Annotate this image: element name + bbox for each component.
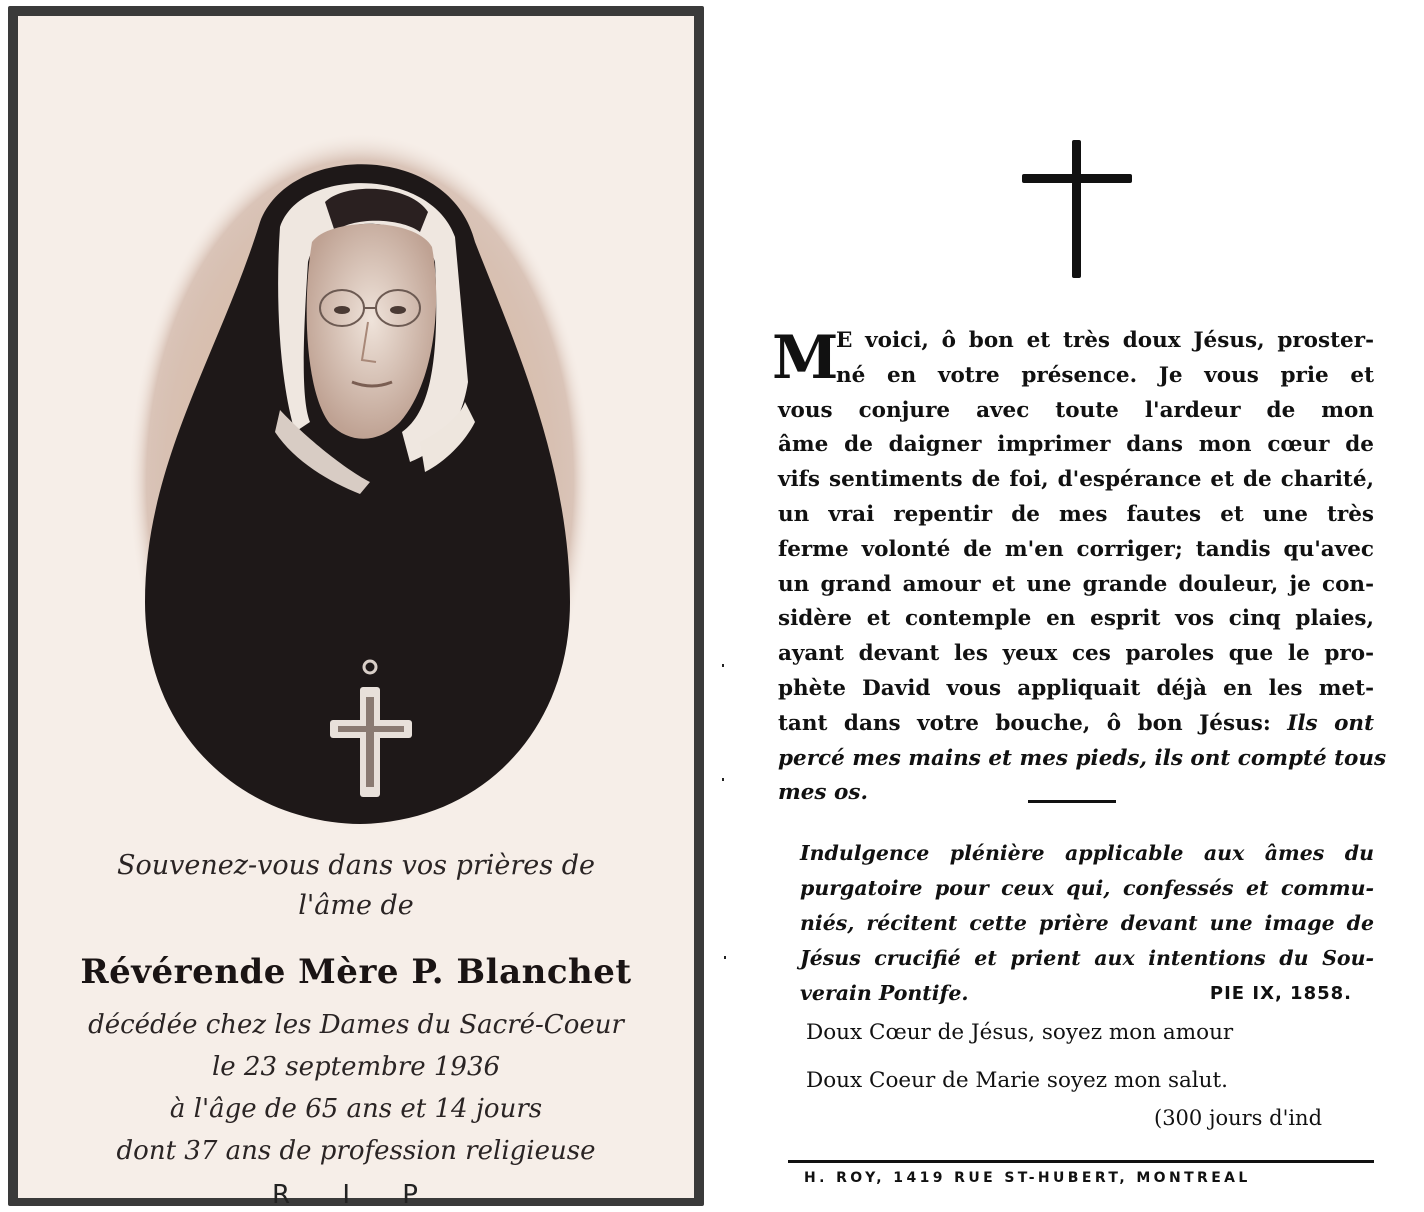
scan-speck [724,956,726,959]
card-front-paper [18,16,694,1210]
prayer-line: sidère et contemple en esprit vos cinq plaies, [778,606,1374,632]
prayer-line: ayant devant les yeux ces paroles que le pro- [778,641,1374,667]
invocation-sacred-heart: Doux Cœur de Jésus, soyez mon amour [806,1020,1234,1045]
indulgence-line: purgatoire pour ceux qui, confessés et commu- [800,876,1374,900]
prayer-line: un vrai repentir de mes fautes et une très [778,501,1374,527]
prayer-line: phète David vous appliquait déjà en les met- [778,675,1374,701]
prayer-italic-line: mes os. [778,780,868,806]
prayer-line: ferme volonté de m'en corriger; tandis qu'avec [778,536,1374,562]
indulgence-line: Jésus crucifié et prient aux intentions du Sou- [800,946,1374,970]
rip-text: R I P [272,1180,440,1210]
prayer-italic-start: Ils ont [1287,710,1374,736]
prayer-line: âme de daigner imprimer dans mon cœur de [778,432,1374,458]
prayer-line-with-italic [778,707,1374,742]
prayer-line: vous conjure avec toute l'ardeur de mon [778,397,1374,423]
death-place-line: décédée chez les Dames du Sacré-Coeur [88,1010,624,1040]
prayer-line: un grand amour et une grande douleur, je con- [778,571,1374,597]
section-divider [1028,800,1116,803]
indulgence-last-line [800,976,1374,1011]
indulgence-line: niés, récitent cette prière devant une image de [800,911,1374,935]
nun-portrait-photo [130,132,590,832]
profession-line: dont 37 ans de profession religieuse [116,1136,596,1166]
indulgence-line: verain Pontife. [800,981,969,1005]
scan-speck [722,664,724,667]
prayer-line-roman: tant dans votre bouche, ô bon Jésus: [778,710,1271,736]
remembrance-line-1: Souvenez-vous dans vos prières de [117,850,595,881]
memorial-card-back [716,0,1424,1212]
death-date-line: le 23 septembre 1936 [211,1052,501,1082]
remembrance-text [18,846,694,926]
indulgence-text [800,836,1374,1011]
printer-imprint: H. ROY, 1419 RUE ST-HUBERT, MONTREAL [804,1170,1251,1186]
deceased-name: Révérende Mère P. Blanchet [80,952,632,992]
indulgence-days: (300 jours d'ind [1154,1106,1323,1130]
death-details [18,1004,694,1172]
invocation-mary: Doux Coeur de Marie soyez mon salut. [806,1068,1229,1093]
prayer-line: né en votre présence. Je vous prie et [836,362,1374,388]
pope-reference: PIE IX, 1858. [1209,983,1352,1004]
prayer-line: E voici, ô bon et très doux Jésus, proster- [836,328,1374,353]
remembrance-line-2: l'âme de [298,890,414,921]
prayer-italic-line: percé mes mains et mes pieds, ils ont compté tous [778,745,1387,771]
age-line: à l'âge de 65 ans et 14 jours [169,1094,543,1124]
indulgence-line: Indulgence plénière applicable aux âmes du [800,841,1374,865]
memorial-card-front [8,6,704,1210]
footer-divider [788,1160,1374,1163]
prayer-text [772,323,1387,811]
prayer-line: vifs sentiments de foi, d'espérance et de charité, [778,467,1374,493]
drop-cap: M [772,323,839,393]
latin-cross-icon [1022,140,1132,280]
scan-speck [722,778,724,781]
